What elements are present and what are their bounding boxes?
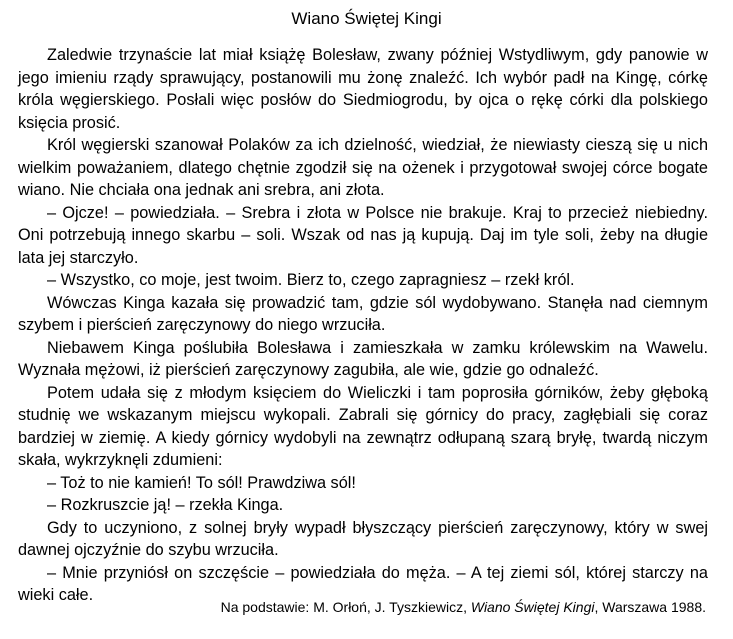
- source-book-title: Wiano Świętej Kingi: [470, 599, 595, 615]
- story-text: [18, 44, 708, 607]
- paragraph: Gdy to uczyniono, z solnej bryły wypadł błyszczący pierścień zaręczynowy, który w swej dawnej ojczyźnie do szybu wrzuciła.: [18, 518, 708, 559]
- paragraph: – Rozkruszcie ją! – rzekła Kinga.: [47, 496, 284, 514]
- paragraph: – Mnie przyniósł on szczęście – powiedziała do męża. – A tej ziemi sól, której starczy na wieki całe.: [18, 563, 708, 604]
- paragraph: Niebawem Kinga poślubiła Bolesława i zamieszkała w zamku królewskim na Wawelu. Wyznała mężowi, iż pierścień zaręczynowy zagubiła, ale wie, gdzie go odnaleźć.: [18, 338, 708, 379]
- paragraph: Potem udała się z młodym księciem do Wieliczki i tam poprosiła górników, żeby głęboką studnię we wskazanym miejscu wykopali. Zabrali się górnicy do pracy, zagłębiali się coraz bardziej w ziemię. A kiedy górnicy wydobyli na zewnątrz odłupaną szarą bryłę, twardą niczym skała, wykrzyknęli zdumieni:: [18, 383, 708, 469]
- paragraph: – Ojcze! – powiedziała. – Srebra i złota w Polsce nie brakuje. Kraj to przecież niebiedny. Oni potrzebują innego skarbu – soli. Wszak od nas ją kupują. Daj im tyle soli, żeby na długie lata jej starczyło.: [18, 203, 708, 267]
- paragraph: – Wszystko, co moje, jest twoim. Bierz to, czego zapragniesz – rzekł król.: [47, 271, 575, 289]
- document-title: Wiano Świętej Kingi: [291, 9, 442, 28]
- paragraph: Wówczas Kinga kazała się prowadzić tam, gdzie sól wydobywano. Stanęła nad ciemnym szybem i pierścień zaręczynowy do niego wrzuciła.: [18, 293, 708, 334]
- source-citation: [221, 597, 706, 617]
- source-prefix: Na podstawie: M. Orłoń, J. Tyszkiewicz,: [220, 599, 471, 615]
- paragraph: – Toż to nie kamień! To sól! Prawdziwa sól!: [47, 473, 356, 492]
- source-suffix: , Warszawa 1988.: [594, 599, 706, 615]
- paragraph: Zaledwie trzynaście lat miał książę Bolesław, zwany później Wstydliwym, gdy panowie w jego imieniu rządy sprawujący, postanowili mu żonę znaleźć. Ich wybór padł na Kingę, córkę króla węgierskiego. Posłali więc posłów do Siedmiogrodu, by ojca o rękę córki dla polskiego księcia prosić.: [18, 46, 708, 132]
- paragraph: Król węgierski szanował Polaków za ich dzielność, wiedział, że niewiasty cieszą się u nich wielkim poważaniem, dlatego chętnie zgodził się na ożenek i przygotował swojej córce bogate wiano. Nie chciała ona jednak ani srebra, ani złota.: [18, 136, 708, 199]
